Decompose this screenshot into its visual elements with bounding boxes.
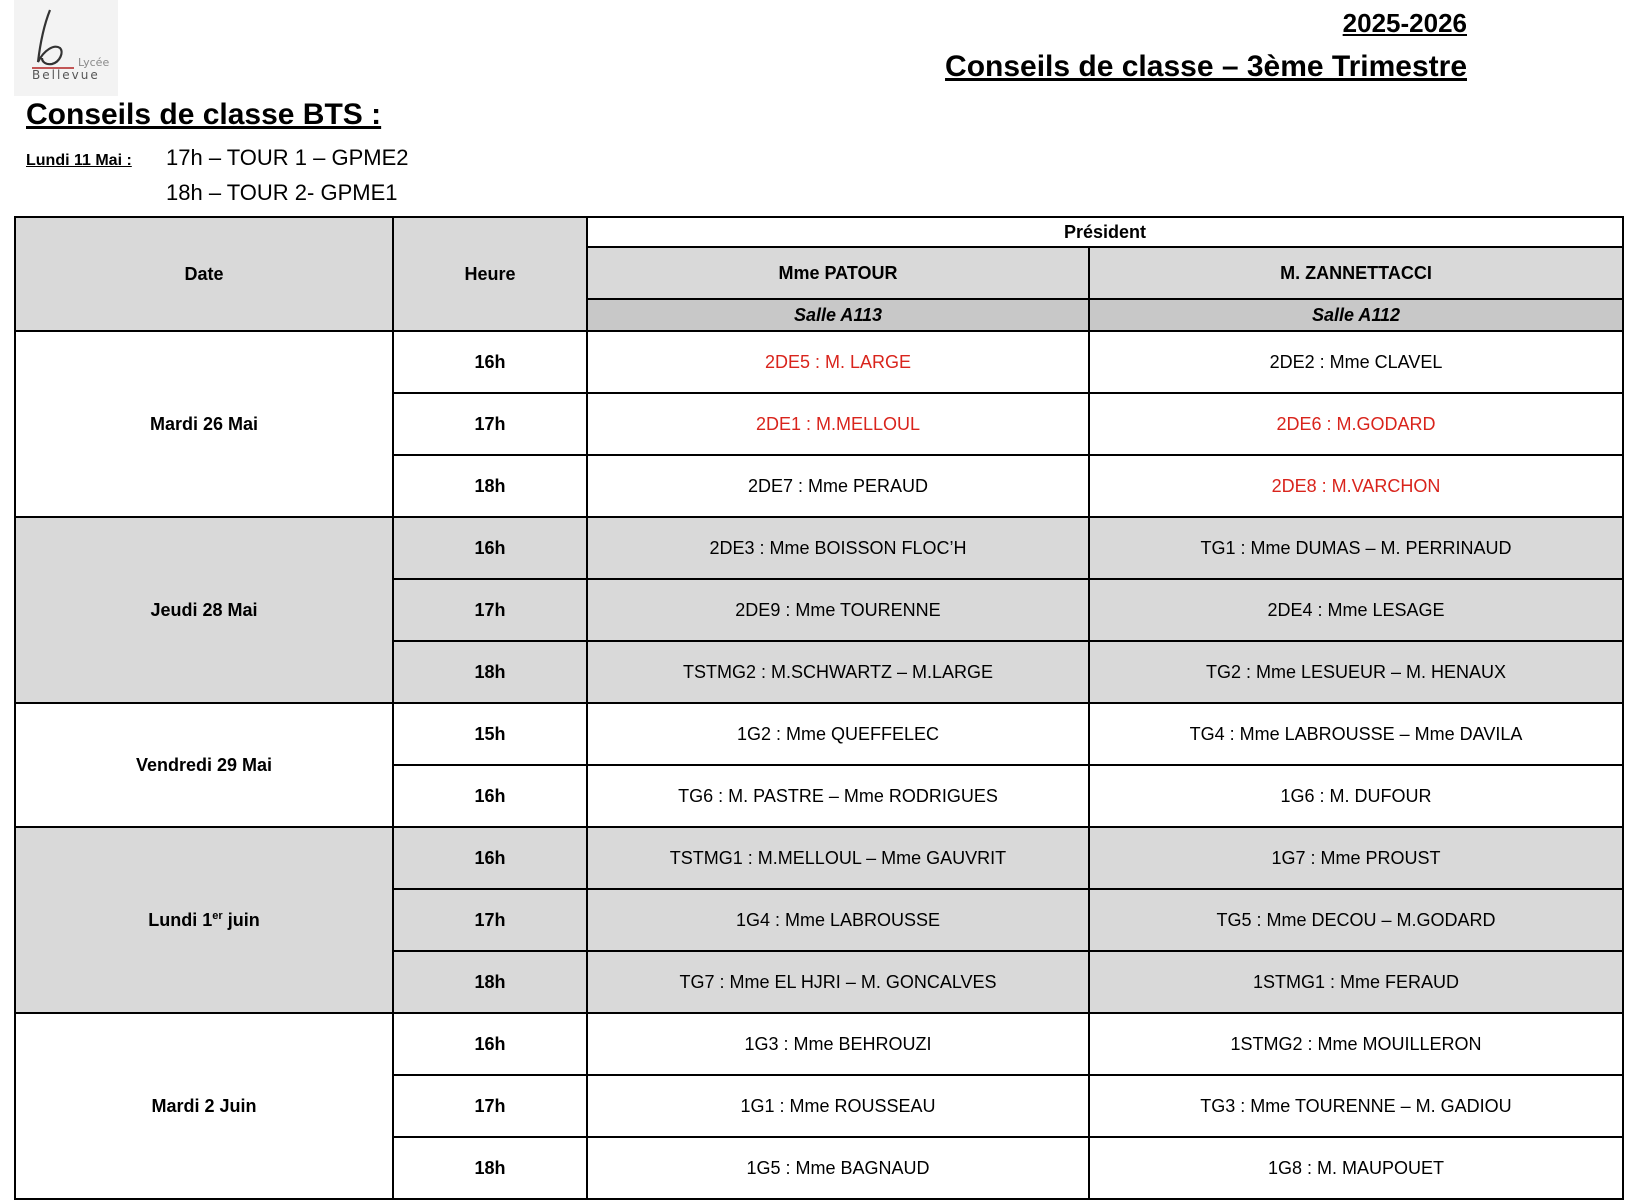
date-cell: Mardi 26 Mai — [15, 331, 393, 517]
president-zannettacci: M. ZANNETTACCI — [1089, 247, 1623, 299]
class-cell: 1G3 : Mme BEHROUZI — [587, 1013, 1089, 1075]
hour-cell: 17h — [393, 579, 587, 641]
class-cell: 2DE4 : Mme LESAGE — [1089, 579, 1623, 641]
class-cell: 1G5 : Mme BAGNAUD — [587, 1137, 1089, 1199]
date-cell: Mardi 2 Juin — [15, 1013, 393, 1199]
date-text-month: juin — [222, 909, 260, 930]
class-cell: 1G7 : Mme PROUST — [1089, 827, 1623, 889]
table-row — [15, 1013, 1623, 1075]
class-cell: TG1 : Mme DUMAS – M. PERRINAUD — [1089, 517, 1623, 579]
hour-cell: 16h — [393, 827, 587, 889]
class-cell: 1STMG1 : Mme FERAUD — [1089, 951, 1623, 1013]
schedule-table — [14, 216, 1624, 1200]
class-cell: 1G1 : Mme ROUSSEAU — [587, 1075, 1089, 1137]
hour-cell: 18h — [393, 641, 587, 703]
salle-a112: Salle A112 — [1089, 299, 1623, 331]
hour-cell: 16h — [393, 1013, 587, 1075]
date-cell: Vendredi 29 Mai — [15, 703, 393, 827]
president-patour: Mme PATOUR — [587, 247, 1089, 299]
hour-cell: 17h — [393, 1075, 587, 1137]
bts-session-1: 17h – TOUR 1 – GPME2 — [166, 145, 409, 170]
hour-cell: 16h — [393, 765, 587, 827]
school-year: 2025-2026 — [1342, 8, 1467, 38]
bts-title: Conseils de classe BTS : — [26, 98, 382, 131]
class-cell: TSTMG1 : M.MELLOUL – Mme GAUVRIT — [587, 827, 1089, 889]
class-cell: TG3 : Mme TOURENNE – M. GADIOU — [1089, 1075, 1623, 1137]
table-row — [15, 703, 1623, 765]
header-president: Président — [587, 217, 1623, 247]
table-row — [15, 517, 1623, 579]
class-cell: 1G2 : Mme QUEFFELEC — [587, 703, 1089, 765]
class-cell: 2DE2 : Mme CLAVEL — [1089, 331, 1623, 393]
hour-cell: 16h — [393, 331, 587, 393]
header-heure: Heure — [393, 217, 587, 331]
bts-date: Lundi 11 Mai : — [26, 152, 132, 169]
table-row — [15, 827, 1623, 889]
logo-bellevue-text: Bellevue — [32, 68, 100, 82]
date-cell — [15, 827, 393, 1013]
hour-cell: 18h — [393, 455, 587, 517]
hour-cell: 15h — [393, 703, 587, 765]
class-cell: TG6 : M. PASTRE – Mme RODRIGUES — [587, 765, 1089, 827]
date-superscript: er — [212, 909, 223, 922]
class-cell: TG7 : Mme EL HJRI – M. GONCALVES — [587, 951, 1089, 1013]
class-cell: TG2 : Mme LESUEUR – M. HENAUX — [1089, 641, 1623, 703]
salle-a113: Salle A113 — [587, 299, 1089, 331]
date-cell: Jeudi 28 Mai — [15, 517, 393, 703]
class-cell: 2DE1 : M.MELLOUL — [587, 393, 1089, 455]
class-cell: 2DE5 : M. LARGE — [587, 331, 1089, 393]
class-cell: 1G6 : M. DUFOUR — [1089, 765, 1623, 827]
page-title: Conseils de classe – 3ème Trimestre — [945, 50, 1467, 83]
hour-cell: 17h — [393, 393, 587, 455]
class-cell: 1G4 : Mme LABROUSSE — [587, 889, 1089, 951]
hour-cell: 17h — [393, 889, 587, 951]
class-cell: TSTMG2 : M.SCHWARTZ – M.LARGE — [587, 641, 1089, 703]
class-cell: TG4 : Mme LABROUSSE – Mme DAVILA — [1089, 703, 1623, 765]
class-cell: TG5 : Mme DECOU – M.GODARD — [1089, 889, 1623, 951]
table-row — [15, 331, 1623, 393]
class-cell: 2DE8 : M.VARCHON — [1089, 455, 1623, 517]
class-cell: 2DE7 : Mme PERAUD — [587, 455, 1089, 517]
school-logo — [14, 0, 118, 96]
class-cell: 1STMG2 : Mme MOUILLERON — [1089, 1013, 1623, 1075]
hour-cell: 18h — [393, 1137, 587, 1199]
class-cell: 2DE3 : Mme BOISSON FLOC’H — [587, 517, 1089, 579]
date-text: Lundi 1 — [148, 909, 213, 930]
class-cell: 2DE9 : Mme TOURENNE — [587, 579, 1089, 641]
header-date: Date — [15, 217, 393, 331]
logo-lycee-text: Lycée — [78, 56, 110, 69]
bts-session-2: 18h – TOUR 2- GPME1 — [166, 180, 398, 205]
hour-cell: 16h — [393, 517, 587, 579]
class-cell: 1G8 : M. MAUPOUET — [1089, 1137, 1623, 1199]
hour-cell: 18h — [393, 951, 587, 1013]
class-cell: 2DE6 : M.GODARD — [1089, 393, 1623, 455]
